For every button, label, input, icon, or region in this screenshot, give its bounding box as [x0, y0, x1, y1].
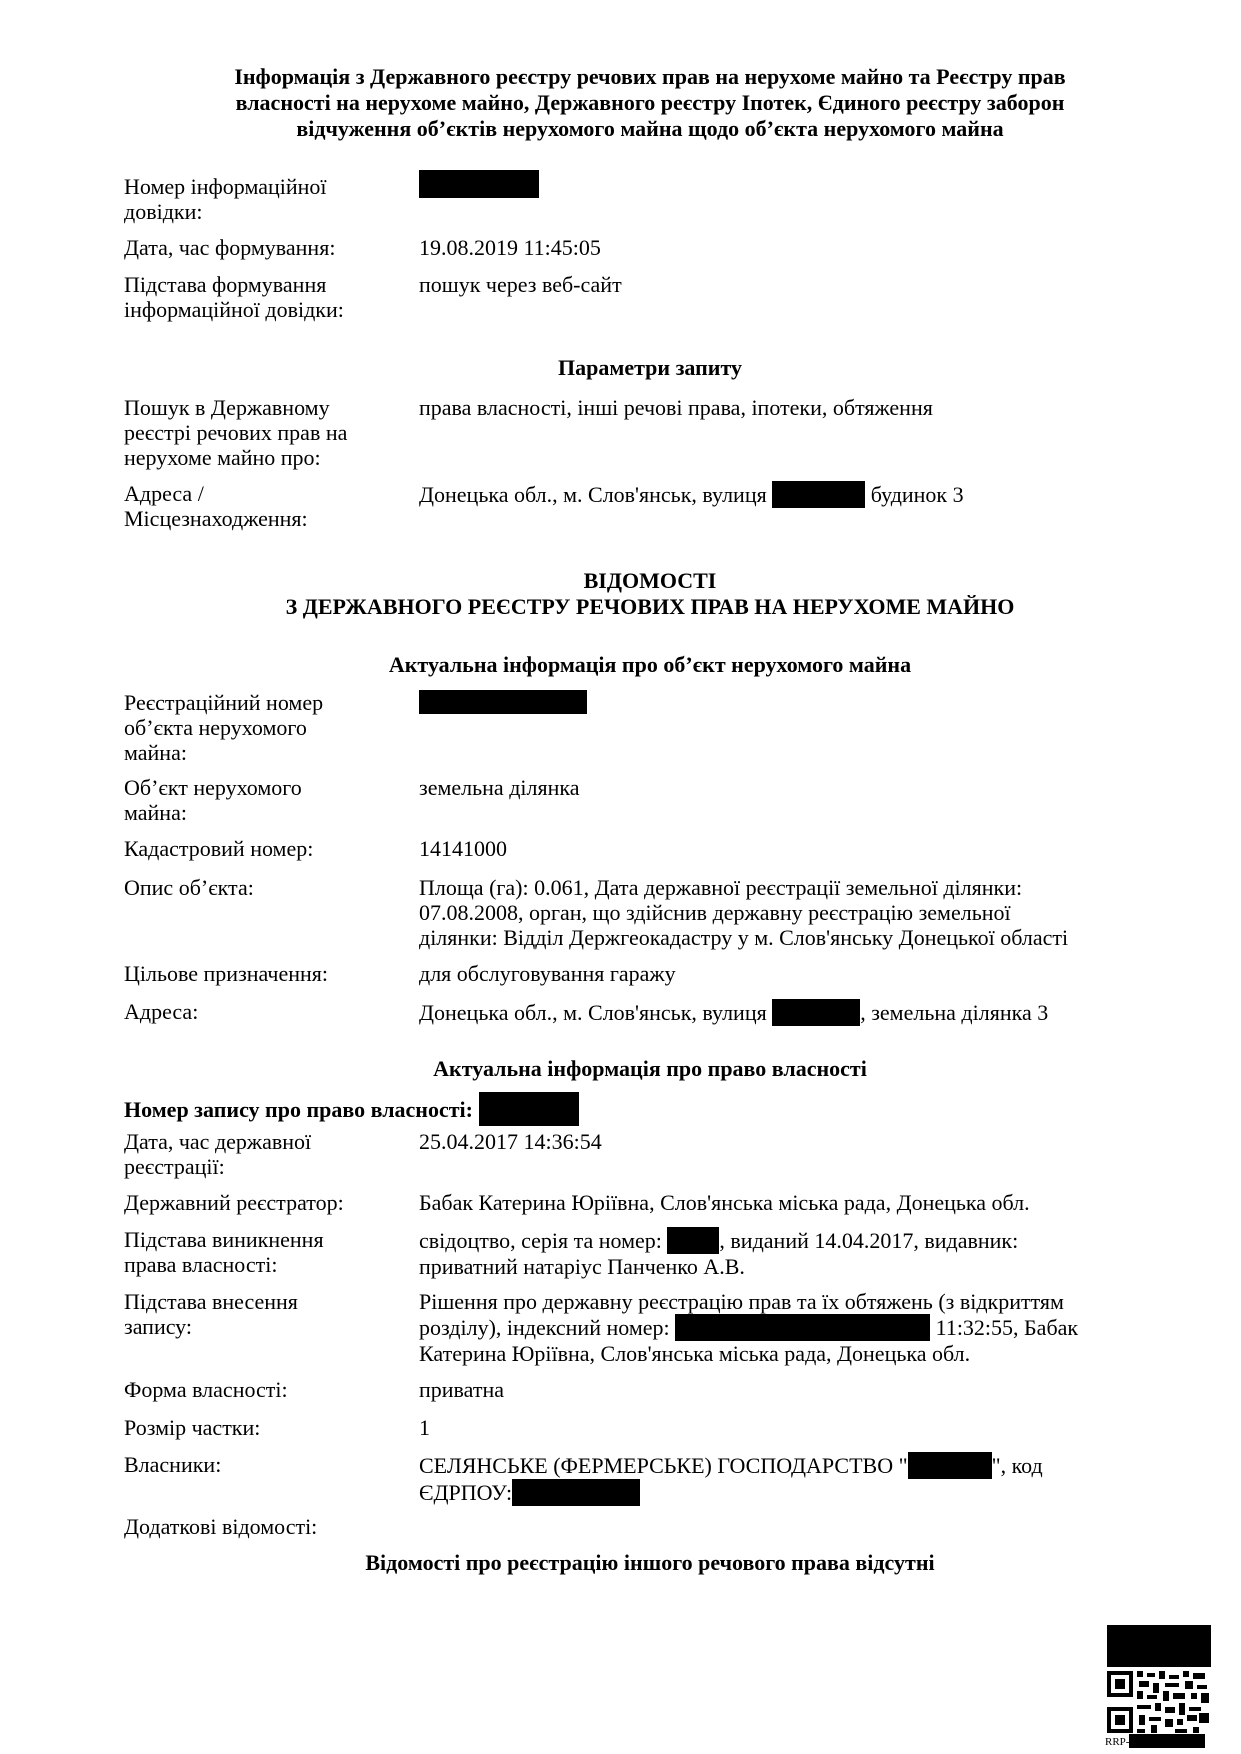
object-reg-value [419, 690, 1241, 719]
object-type-value: земельна ділянка [419, 775, 580, 800]
qr-caption: RRP- [1105, 1734, 1205, 1748]
info-date-label: Дата, час формування: [124, 235, 336, 260]
redaction-block [512, 1479, 640, 1506]
ownership-date-value: 25.04.2017 14:36:54 [419, 1129, 602, 1154]
params-address-value: Донецька обл., м. Слов'янськ, вулиця будинок 3 [419, 482, 964, 507]
redaction-block [772, 481, 865, 508]
redaction-block [1129, 1734, 1205, 1748]
info-basis-value: пошук через веб-сайт [419, 272, 622, 297]
info-date-value: 19.08.2019 11:45:05 [419, 235, 601, 260]
redaction-block [479, 1092, 579, 1126]
ownership-form-value: приватна [419, 1377, 504, 1402]
object-desc-value: Площа (га): 0.061, Дата державної реєстрації земельної ділянки: 07.08.2008, орган, що здійснив державну реєстрацію земельної ділянки: Відділ Держгеокадастру у м. Слов'янську Донецької області [419, 875, 1069, 950]
object-address-value: Донецька обл., м. Слов'янськ, вулиця , земельна ділянка 3 [419, 1000, 1049, 1025]
object-header: Актуальна інформація про об’єкт нерухомого майна [388, 652, 912, 677]
ownership-entry-value: Рішення про державну реєстрацію прав та їх обтяжень (з відкриттям розділу), індексний номер: 11:32:55, Бабак Катерина Юріївна, Слов'янська міська рада, Донецька обл. [419, 1289, 1079, 1366]
info-basis-label: Підстава формування інформаційної довідки: [124, 272, 344, 322]
redaction-block [419, 690, 587, 714]
params-search-label: Пошук в Державному реєстрі речових прав на нерухоме майно про: [124, 395, 348, 470]
redaction-block [419, 170, 539, 198]
params-header: Параметри запиту [557, 355, 742, 380]
ownership-entry-label: Підстава внесення запису: [124, 1289, 298, 1339]
redaction-block [667, 1227, 719, 1254]
ownership-basis-label: Підстава виникнення права власності: [124, 1227, 324, 1277]
params-search-value: права власності, інші речові права, іпотеки, обтяження [419, 395, 933, 420]
ownership-date-label: Дата, час державної реєстрації: [124, 1129, 312, 1179]
object-desc-label: Опис об’єкта: [124, 875, 254, 900]
ownership-registrar-value: Бабак Катерина Юріївна, Слов'янська міська рада, Донецька обл. [419, 1190, 1030, 1215]
qr-code [1107, 1625, 1211, 1735]
ownership-form-label: Форма власності: [124, 1377, 288, 1402]
section-title: ВІДОМОСТІ З ДЕРЖАВНОГО РЕЄСТРУ РЕЧОВИХ ПРАВ НА НЕРУХОМЕ МАЙНО [285, 568, 1015, 619]
redaction-block [675, 1314, 930, 1341]
title-line: Інформація з Державного реєстру речових прав на нерухоме майно та Реєстру прав [234, 64, 1066, 89]
object-address-label: Адреса: [124, 999, 199, 1024]
ownership-basis-value: свідоцтво, серія та номер: , виданий 14.04.2017, видавник: приватний натаріус Панченко А.В. [419, 1228, 1019, 1279]
ownership-share-value: 1 [419, 1415, 430, 1440]
document-title [140, 64, 1160, 142]
ownership-record-row [124, 1092, 1184, 1126]
ownership-owners-value: СЕЛЯНСЬКЕ (ФЕРМЕРСЬКЕ) ГОСПОДАРСТВО " ", код ЄДРПОУ: [419, 1453, 1043, 1505]
object-purpose-value: для обслуговування гаражу [419, 961, 676, 986]
ownership-share-label: Розмір частки: [124, 1415, 261, 1440]
info-number-label: Номер інформаційної довідки: [124, 174, 327, 224]
ownership-extra-label: Додаткові відомості: [124, 1514, 318, 1539]
object-cadastral-label: Кадастровий номер: [124, 836, 314, 861]
params-address-label: Адреса / Місцезнаходження: [124, 481, 308, 531]
title-line: відчуження об’єктів нерухомого майна щодо об’єкта нерухомого майна [296, 116, 1004, 141]
object-reg-label: Реєстраційний номер об’єкта нерухомого майна: [124, 690, 324, 765]
title-line: власності на нерухоме майно, Державного реєстру Іпотек, Єдиного реєстру заборон [235, 90, 1065, 115]
redaction-block [908, 1452, 992, 1479]
ownership-header: Актуальна інформація про право власності [433, 1056, 867, 1081]
object-cadastral-value: 14141000 [419, 836, 507, 861]
object-type-label: Об’єкт нерухомого майна: [124, 775, 302, 825]
ownership-record-label: Номер запису про право власності: [124, 1097, 473, 1122]
ownership-registrar-label: Державний реєстратор: [124, 1190, 344, 1215]
object-purpose-label: Цільове призначення: [124, 961, 329, 986]
redaction-block [772, 999, 860, 1026]
info-number-value [419, 174, 1241, 203]
footer-note: Відомості про реєстрацію іншого речового права відсутні [365, 1550, 935, 1575]
ownership-owners-label: Власники: [124, 1452, 222, 1477]
